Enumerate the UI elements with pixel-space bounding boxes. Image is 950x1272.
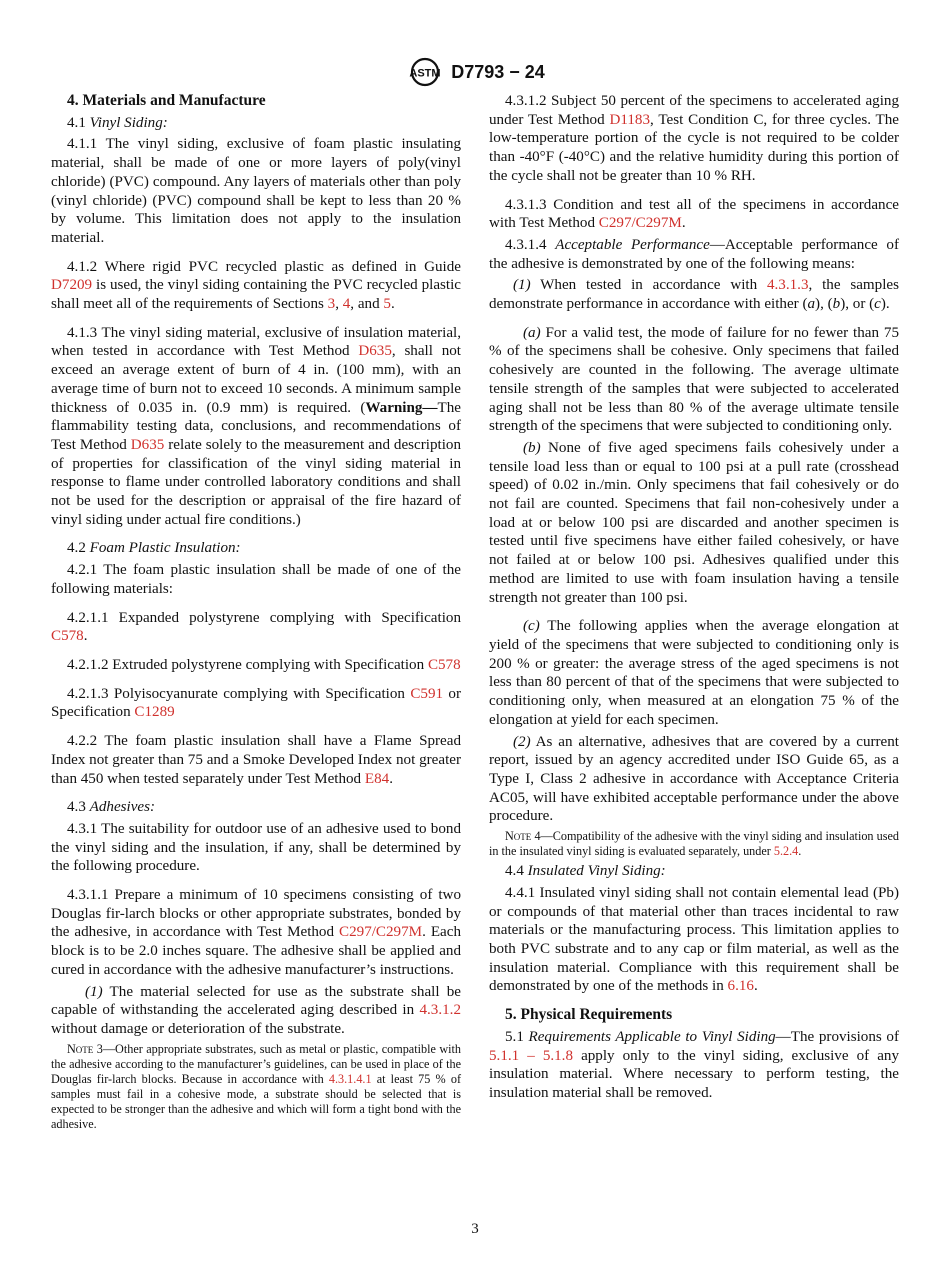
link-c297-2[interactable]: C297/C297M bbox=[598, 215, 682, 232]
section-4-4-heading: 4.4 Insulated Vinyl Siding: bbox=[505, 863, 666, 880]
para-4-3-1-1: 4.3.1.1 Prepare a minimum of 10 specimens consisting of two Douglas fir-larch blocks or other appropriate substrates, bonded by the adhesive, in accordance with Test Method C297/C297M. Each block is to be 2.0 inches square. The adhesive shall be applied and cured in accordance with the adhesive manufacturer’s instructions. bbox=[51, 887, 461, 978]
link-c578[interactable]: C578 bbox=[51, 628, 84, 645]
link-d1183[interactable]: D1183 bbox=[609, 111, 651, 128]
para-4-4-1: 4.4.1 Insulated vinyl siding shall not contain elemental lead (Pb) or compounds of that material other than traces incidental to raw materials or the manufacturing process. This limitation applies to both PVC substrate and to any cap or film material, as well as the insulation material. Compliance with this requirement shall be demonstrated by one of the methods in 6.16. bbox=[489, 884, 899, 995]
para-4-2-1: 4.2.1 The foam plastic insulation shall be made of one of the following materials: bbox=[51, 562, 461, 597]
link-d7209[interactable]: D7209 bbox=[51, 277, 93, 294]
link-d635-2[interactable]: D635 bbox=[130, 436, 165, 453]
link-5-2-4[interactable]: 5.2.4 bbox=[773, 844, 799, 859]
para-4-3-1-4: 4.3.1.4 Acceptable Performance—Acceptable performance of the adhesive is demonstrated by one of the following means: bbox=[489, 236, 899, 272]
right-column bbox=[489, 92, 899, 1106]
link-section-5[interactable]: 5 bbox=[383, 296, 391, 313]
para-item-b: (b) None of five aged specimens fails cohesively under a tensile load less than or equal to 100 psi at a pull rate (crosshead speed) of 0.02 in./min. Only specimens that fail cohesively or do not fail are counted. Specimens that fail non-cohesively under a load at or below 100 psi are discarded and another specimen is tested until five specimens have either failed cohesively, or have not failed at or below 100 psi. Adhesives qualified under this method are limited to use with foam insulation having a tensile strength not greater than 100 psi. bbox=[489, 439, 899, 606]
link-e84[interactable]: E84 bbox=[364, 770, 390, 787]
para-item-c: (c) The following applies when the average elongation at yield of the specimens that were subjected to conditioning only is 200 % or greater: the average stress of the aged specimens is not less than 80 percent of that of the specimens that were subjected to conditioning only, when measured at an elongation 75 % of the elongation at yield for each specimen. bbox=[489, 618, 899, 728]
para-4-3-1-4-item-1: (1) When tested in accordance with 4.3.1.3, the samples demonstrate performance in accordance with either (a), (b), or (c). bbox=[489, 277, 899, 313]
para-4-1-1: 4.1.1 The vinyl siding, exclusive of foam plastic insulating material, shall be made of one or more layers of poly(vinyl chloride) (PVC) compound. Any layers of materials other than poly (vinyl chloride) (PVC) compound shall be kept to less than 20 % by volume. This limitation does not apply to the insulation material. bbox=[51, 136, 461, 246]
para-5-1: 5.1 Requirements Applicable to Vinyl Siding—The provisions of 5.1.1 – 5.1.8 apply only to the vinyl siding, exclusive of any insulation material. Where necessary to perform testing, the insulation material shall be removed. bbox=[489, 1028, 900, 1101]
link-d635[interactable]: D635 bbox=[358, 343, 392, 360]
svg-text:ASTM: ASTM bbox=[409, 67, 441, 80]
para-4-2-1-1: 4.2.1.1 Expanded polystyrene complying with Specification C578. bbox=[51, 609, 461, 645]
document-designation: D7793 − 24 bbox=[451, 61, 545, 82]
para-4-3-1-3: 4.3.1.3 Condition and test all of the specimens in accordance with Test Method C297/C297M. bbox=[489, 196, 899, 232]
link-5-1-1-to-5-1-8[interactable]: 5.1.1 – 5.1.8 bbox=[489, 1047, 574, 1064]
para-4-3-1-4-item-2: (2) As an alternative, adhesives that are covered by a current report, issued by an agency accredited under ISO Guide 65, as a Type I, Class 2 adhesive in accordance with Acceptance Criteria AC05, will have exhibited acceptable performance under the above procedure. bbox=[489, 733, 899, 825]
para-item-a: (a) For a valid test, the mode of failure for no fewer than 75 % of the specimens shall be cohesive. Only specimens that failed cohesively are counted in the following. The average ultimate tensile strength of the samples that were subjected to accelerated aging shall not be less than 80 % of the average ultimate tensile strength of the specimens that were subjected to conditioning only. bbox=[489, 324, 899, 435]
section-4-heading: 4. Materials and Manufacture bbox=[67, 92, 266, 109]
note-3: Note 3—Other appropriate substrates, such as metal or plastic, compatible with the adhesive according to the manufacturer’s guidelines, can be used in place of the Douglas fir-larch blocks. Because in accordance with 4.3.1.4.1 at least 75 % of samples must fail in a cohesive mode, a substrate should be selected that is expected to be stronger than the adhesive and which will form a tight bond with the adhesive. bbox=[51, 1041, 462, 1132]
link-4-3-1-3[interactable]: 4.3.1.3 bbox=[766, 277, 809, 294]
link-6-16[interactable]: 6.16 bbox=[727, 978, 754, 995]
page-header bbox=[0, 56, 950, 88]
note-4: Note 4—Compatibility of the adhesive with the vinyl siding and insulation used in the insulated vinyl siding is evaluated separately, under 5.2.4. bbox=[489, 829, 900, 859]
section-4-2-heading: 4.2 Foam Plastic Insulation: bbox=[67, 540, 241, 557]
link-section-3[interactable]: 3 bbox=[327, 296, 336, 313]
para-4-1-3: 4.1.3 The vinyl siding material, exclusive of insulation material, when tested in accordance with Test Method D635, shall not exceed an average extent of burn of 4 in. (100 mm), with an average time of burn not to exceed 10 seconds. A minimum sample thickness of 0.035 in. (0.9 mm) is required. (Warning—The flammability testing data, conclusions, and recommendations of Test Method D635 relate solely to the measurement and description of properties for classification of the vinyl siding material in response to flame under controlled laboratory conditions and shall not be used for the description or appraisal of the fire hazard of vinyl siding under actual fire conditions.) bbox=[51, 324, 462, 528]
page-number: 3 bbox=[471, 1221, 479, 1237]
link-c1289[interactable]: C1289 bbox=[134, 704, 175, 721]
left-column bbox=[51, 92, 461, 1135]
section-4-1-heading: 4.1 Vinyl Siding: bbox=[67, 114, 168, 131]
link-4-3-1-4-1[interactable]: 4.3.1.4.1 bbox=[328, 1071, 372, 1086]
section-4-3-heading: 4.3 Adhesives: bbox=[67, 799, 156, 816]
section-5-heading: 5. Physical Requirements bbox=[505, 1006, 673, 1024]
link-c297[interactable]: C297/C297M bbox=[339, 924, 423, 941]
para-4-2-1-2: 4.2.1.2 Extruded polystyrene complying with Specification C578 bbox=[67, 656, 461, 673]
para-4-3-1-2: 4.3.1.2 Subject 50 percent of the specimens to accelerated aging under Test Method D1183, Test Condition C, for three cycles. The low-temperature portion of the cycle is not required to be colder than -40°F (-40°C) and the relative humidity during this portion of the cycle shall not be greater than 10 % RH. bbox=[489, 93, 899, 184]
para-4-3-1: 4.3.1 The suitability for outdoor use of an adhesive used to bond the vinyl siding and the insulation, if any, shall be determined by the following procedure. bbox=[51, 820, 461, 875]
para-4-2-1-3: 4.2.1.3 Polyisocyanurate complying with Specification C591 or Specification C1289 bbox=[51, 685, 461, 721]
astm-logo-icon bbox=[405, 56, 445, 88]
link-4-3-1-2[interactable]: 4.3.1.2 bbox=[419, 1002, 461, 1019]
link-c591[interactable]: C591 bbox=[410, 685, 444, 702]
para-4-3-1-1-item-1: (1) The material selected for use as the substrate shall be capable of withstanding the accelerated aging described in 4.3.1.2 without damage or deterioration of the substrate. bbox=[51, 983, 461, 1037]
link-section-4[interactable]: 4 bbox=[342, 296, 351, 313]
link-c578-2[interactable]: C578 bbox=[427, 656, 461, 673]
para-4-1-2: 4.1.2 Where rigid PVC recycled plastic as defined in Guide D7209 is used, the vinyl siding containing the PVC recycled plastic shall meet all of the requirements of Sections 3, 4, and 5. bbox=[51, 258, 461, 313]
para-4-2-2: 4.2.2 The foam plastic insulation shall have a Flame Spread Index not greater than 75 and a Smoke Developed Index not greater than 450 when tested separately under Test Method E84. bbox=[51, 733, 461, 787]
